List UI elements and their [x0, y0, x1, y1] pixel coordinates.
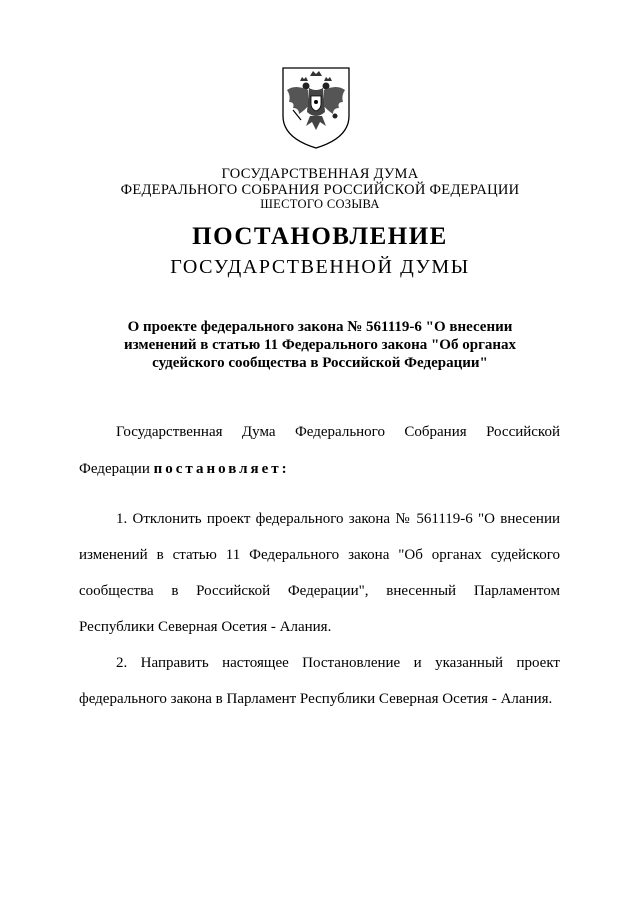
preamble-start: Федерации — [79, 461, 154, 477]
item-2-line: федерального закона в Парламент Республики Северная Осетия - Алания. — [79, 691, 553, 707]
preamble-line: Государственная Дума Федерального Собрания Российской — [116, 424, 560, 440]
org-line-3: ШЕСТОГО СОЗЫВА — [260, 197, 380, 211]
subject-line: судейского сообщества в Российской Федерации" — [152, 355, 488, 371]
item-1-line: Республики Северная Осетия - Алания. — [79, 619, 332, 635]
subject-line: изменений в статью 11 Федерального закона "Об органах — [123, 337, 517, 353]
item-2-line: 2. Направить настоящее Постановление и указанный проект — [116, 655, 560, 671]
document-subject — [100, 318, 540, 372]
preamble-line — [79, 461, 560, 478]
document-title: ПОСТАНОВЛЕНИЕ — [192, 223, 448, 250]
russian-coat-of-arms-icon — [279, 66, 353, 150]
document-subtitle: ГОСУДАРСТВЕННОЙ ДУМЫ — [170, 256, 470, 278]
item-1-line: 1. Отклонить проект федерального закона № 561119-6 "О внесении — [116, 511, 560, 527]
org-line-2: ФЕДЕРАЛЬНОГО СОБРАНИЯ РОССИЙСКОЙ ФЕДЕРАЦИИ — [120, 182, 520, 198]
org-line-1: ГОСУДАРСТВЕННАЯ ДУМА — [221, 166, 419, 182]
item-1-line: сообщества в Российской Федерации", внесенный Парламентом — [79, 583, 560, 599]
item-1-line: изменений в статью 11 Федерального закона "Об органах судейского — [79, 547, 560, 563]
subject-line: О проекте федерального закона № 561119-6 "О внесении — [127, 319, 513, 335]
resolves-word: постановляет: — [153, 461, 290, 477]
